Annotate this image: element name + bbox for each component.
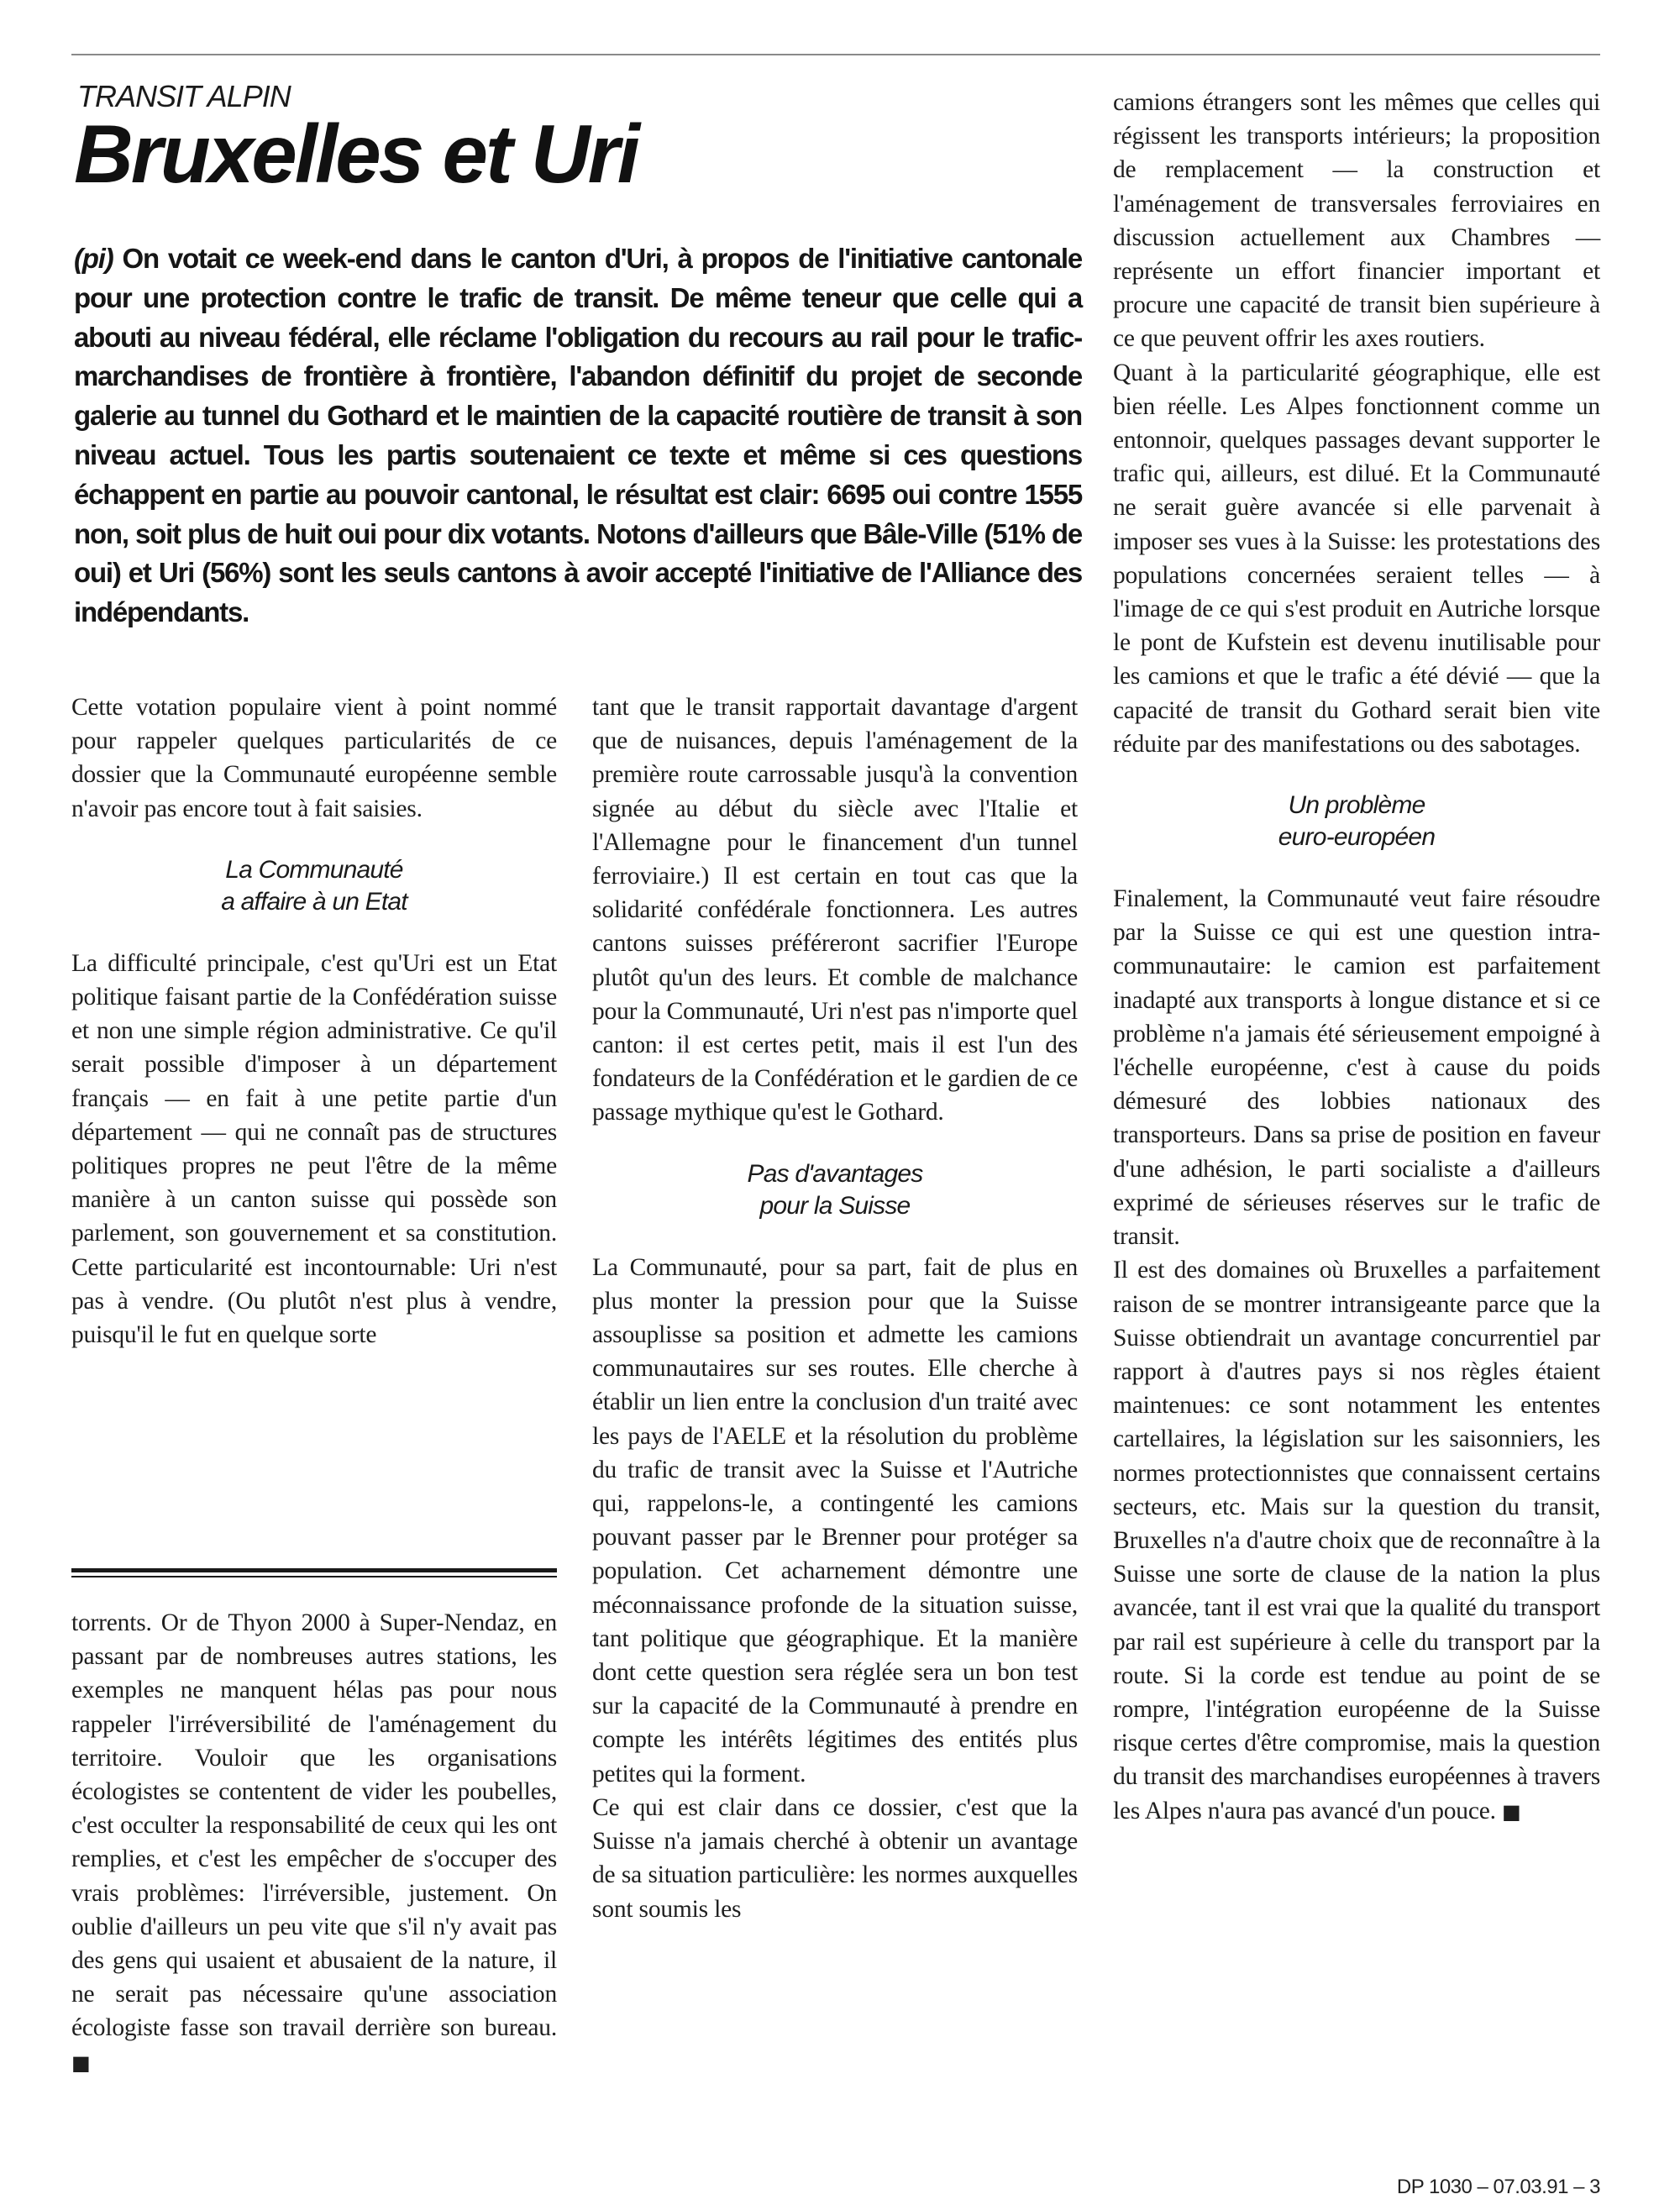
subheading-line: La Communauté — [225, 855, 403, 884]
lead-paragraph — [74, 239, 1082, 633]
end-mark-icon: ■ — [71, 2050, 91, 2075]
lead-text: On votait ce week-end dans le canton d'Uri, à propos de l'initiative cantonale pour une protection contre le trafic de transit. De même teneur que celle qui a abouti au niveau fédéral, elle réclame l'obligation du recours au rail pour le trafic-marchandises de frontière à frontière, l'abandon définitif du projet de seconde galerie au tunnel du Gothard et le maintien de la capacité routière de transit à son niveau actuel. Tous les partis soutenaient ce texte et même si ces questions échappent en partie au pouvoir cantonal, le résultat est clair: 6695 oui contre 1555 non, soit plus de huit oui pour dix votants. Notons d'ailleurs que Bâle-Ville (51% de oui) et Uri (56%) sont les seuls cantons à avoir accepté l'initiative de l'Alliance des indépendants. — [74, 243, 1082, 628]
subheading-line: a affaire à un Etat — [221, 887, 407, 916]
column-3-paragraph-4 — [1113, 1253, 1600, 1828]
section-divider-thick — [71, 1568, 557, 1572]
column-2-paragraph-2: La Communauté, pour sa part, fait de plus en plus monter la pression pour que la Suisse assouplisse sa position et admette les camions communautaires sur ses routes. Elle cherche à établir un lien entre la conclusion d'un traité avec les pays de l'AELE et la résolution du problème du trafic de transit avec la Suisse et l'Autriche qui, rappelons-le, a contingenté les camions pouvant passer par le Brenner pour protéger sa population. Cet acharnement démontre une méconnaissance profonde de la situation suisse, tant politique que géographique. Et la manière dont cette question sera réglée sera un bon test sur la capacité de la Communauté à prendre en compte les intérêts légitimes des entités plus petites qui la forment. — [592, 1253, 1078, 1787]
column-1 — [71, 690, 557, 1352]
column-3-paragraph-1: camions étrangers sont les mêmes que celles qui régissent les transports intérieurs; la proposition de remplacement — la construction et l'aménagement de transversales ferroviaires en discussion actuellement aux Chambres — représente un effort financier important et procure une capacité de transit bien supérieure à ce que peuvent offrir les axes routiers. — [1113, 89, 1600, 353]
column-3-paragraph-4-text: Il est des domaines où Bruxelles a parfaitement raison de se montrer intransigeante parce que la Suisse obtiendrait un avantage concurrentiel par rapport à d'autres pays si nos règles étaient maintenues: ce sont notamment les ententes cartellaires, la législation sur les saisonniers, les normes protectionnistes que connaissent certains secteurs, etc. Mais sur la question du transit, Bruxelles n'a d'autre choix que de reconnaître à la Suisse une sorte de clause de la nation la plus avancée, tant il est vrai que la qualité du transport par rail est supérieure à celle du transport par la route. Si la corde est tendue au point de se rompre, l'intégration européenne de la Suisse risque certes d'être compromise, mais la question du transit des marchandises européennes à travers les Alpes n'aura pas avancé d'un pouce. — [1113, 1257, 1600, 1824]
column-2 — [592, 690, 1078, 1926]
subheading-avantages — [592, 1158, 1078, 1222]
column-3-paragraph-3: Finalement, la Communauté veut faire résoudre par la Suisse ce qui est une question intra-communautaire: le camion est parfaitement inadapté aux transports à longue distance et si ce problème n'a jamais été sérieusement empoigné à l'échelle européenne, c'est à cause du poids démesuré des lobbies nationaux des transporteurs. Dans sa prise de position en faveur d'une adhésion, le parti socialiste a d'ailleurs exprimé de sérieuses réserves sur le trafic de transit. — [1113, 885, 1600, 1251]
subheading-line: Un problème — [1288, 791, 1425, 820]
end-mark-icon: ■ — [1502, 1799, 1521, 1824]
article-title: Bruxelles et Uri — [74, 108, 638, 200]
column-1-paragraph-2: La difficulté principale, c'est qu'Uri est un Etat politique faisant partie de la Confédération suisse et non une simple région administrative. Ce qu'il serait possible d'imposer à un département français — en fait à une petite partie d'un département — qui ne connaît pas de structures politiques propres ne peut l'être de la même manière à un canton suisse qui possède son parlement, son gouvernement et sa constitution. Cette particularité est incontournable: Uri n'est pas à vendre. (Ou plutôt n'est plus à vendre, puisqu'il le fut en quelque sorte — [71, 949, 557, 1349]
column-1-bottom — [71, 1606, 557, 2080]
author-tag: (pi) — [74, 243, 113, 274]
subheading-probleme — [1113, 790, 1600, 853]
subheading-communaute — [71, 854, 557, 918]
top-rule — [71, 54, 1600, 55]
subheading-line: euro-européen — [1278, 823, 1436, 852]
section-divider-thin — [71, 1576, 557, 1577]
subheading-line: pour la Suisse — [759, 1191, 911, 1220]
section-kicker: TRANSIT ALPIN — [77, 79, 291, 113]
subheading-line: Pas d'avantages — [747, 1159, 923, 1188]
column-1-bottom-text: torrents. Or de Thyon 2000 à Super-Nendaz, en passant par de nombreuses autres stations, les exemples ne manquent hélas pas pour nous rappeler l'irréversibilité de l'aménagement du territoire. Vouloir que les organisations écologistes se contentent de vider les poubelles, c'est occulter la responsabilité de ceux qui les ont remplies, et c'est les empêcher de s'occuper des vrais problèmes: l'irréversible, justement. On oublie d'ailleurs un peu vite que s'il n'y avait pas des gens qui usaient et abusaient de la nature, il ne serait pas nécessaire qu'une association écologiste fasse son travail derrière son bureau. — [71, 1609, 557, 2042]
column-1-bottom-paragraph — [71, 1606, 557, 2080]
column-3-paragraph-2: Quant à la particularité géographique, elle est bien réelle. Les Alpes fonctionnent comme un entonnoir, quelques passages devant supporter le trafic qui, ailleurs, est dilué. Et la Communauté ne serait guère avancée si elle parvenait à imposer ses vues à la Suisse: les protestations des populations concernées seraient telles — à l'image de ce qui s'est produit en Autriche lorsque le pont de Kufstein est devenu inutilisable pour les camions et que le trafic a été dévié — que la capacité de transit du Gothard serait bien vite réduite par des manifestations ou des sabotages. — [1113, 359, 1600, 758]
column-2-paragraph-1: tant que le transit rapportait davantage d'argent que de nuisances, depuis l'aménagement de la première route carrossable jusqu'à la convention signée au début du siècle avec l'Italie et l'Allemagne pour le financement d'un tunnel ferroviaire.) Il est certain en tout cas que la solidarité confédérale fonctionnera. Les autres cantons suisses préféreront sacrifier l'Europe plutôt qu'un des leurs. Et comble de malchance pour la Communauté, Uri n'est pas n'importe quel canton: il est certes petit, mais il est l'un des fondateurs de la Confédération et le gardien de ce passage mythique qu'est le Gothard. — [592, 694, 1078, 1126]
column-2-paragraph-3: Ce qui est clair dans ce dossier, c'est que la Suisse n'a jamais cherché à obtenir un avantage de sa situation particulière: les normes auxquelles sont soumis les — [592, 1793, 1078, 1923]
column-1-paragraph-1: Cette votation populaire vient à point nommé pour rappeler quelques particularités de ce dossier que la Communauté européenne semble n'avoir pas encore tout à fait saisies. — [71, 694, 557, 822]
issue-footer: DP 1030 – 07.03.91 – 3 — [1396, 2176, 1600, 2198]
column-3 — [1113, 86, 1600, 1829]
